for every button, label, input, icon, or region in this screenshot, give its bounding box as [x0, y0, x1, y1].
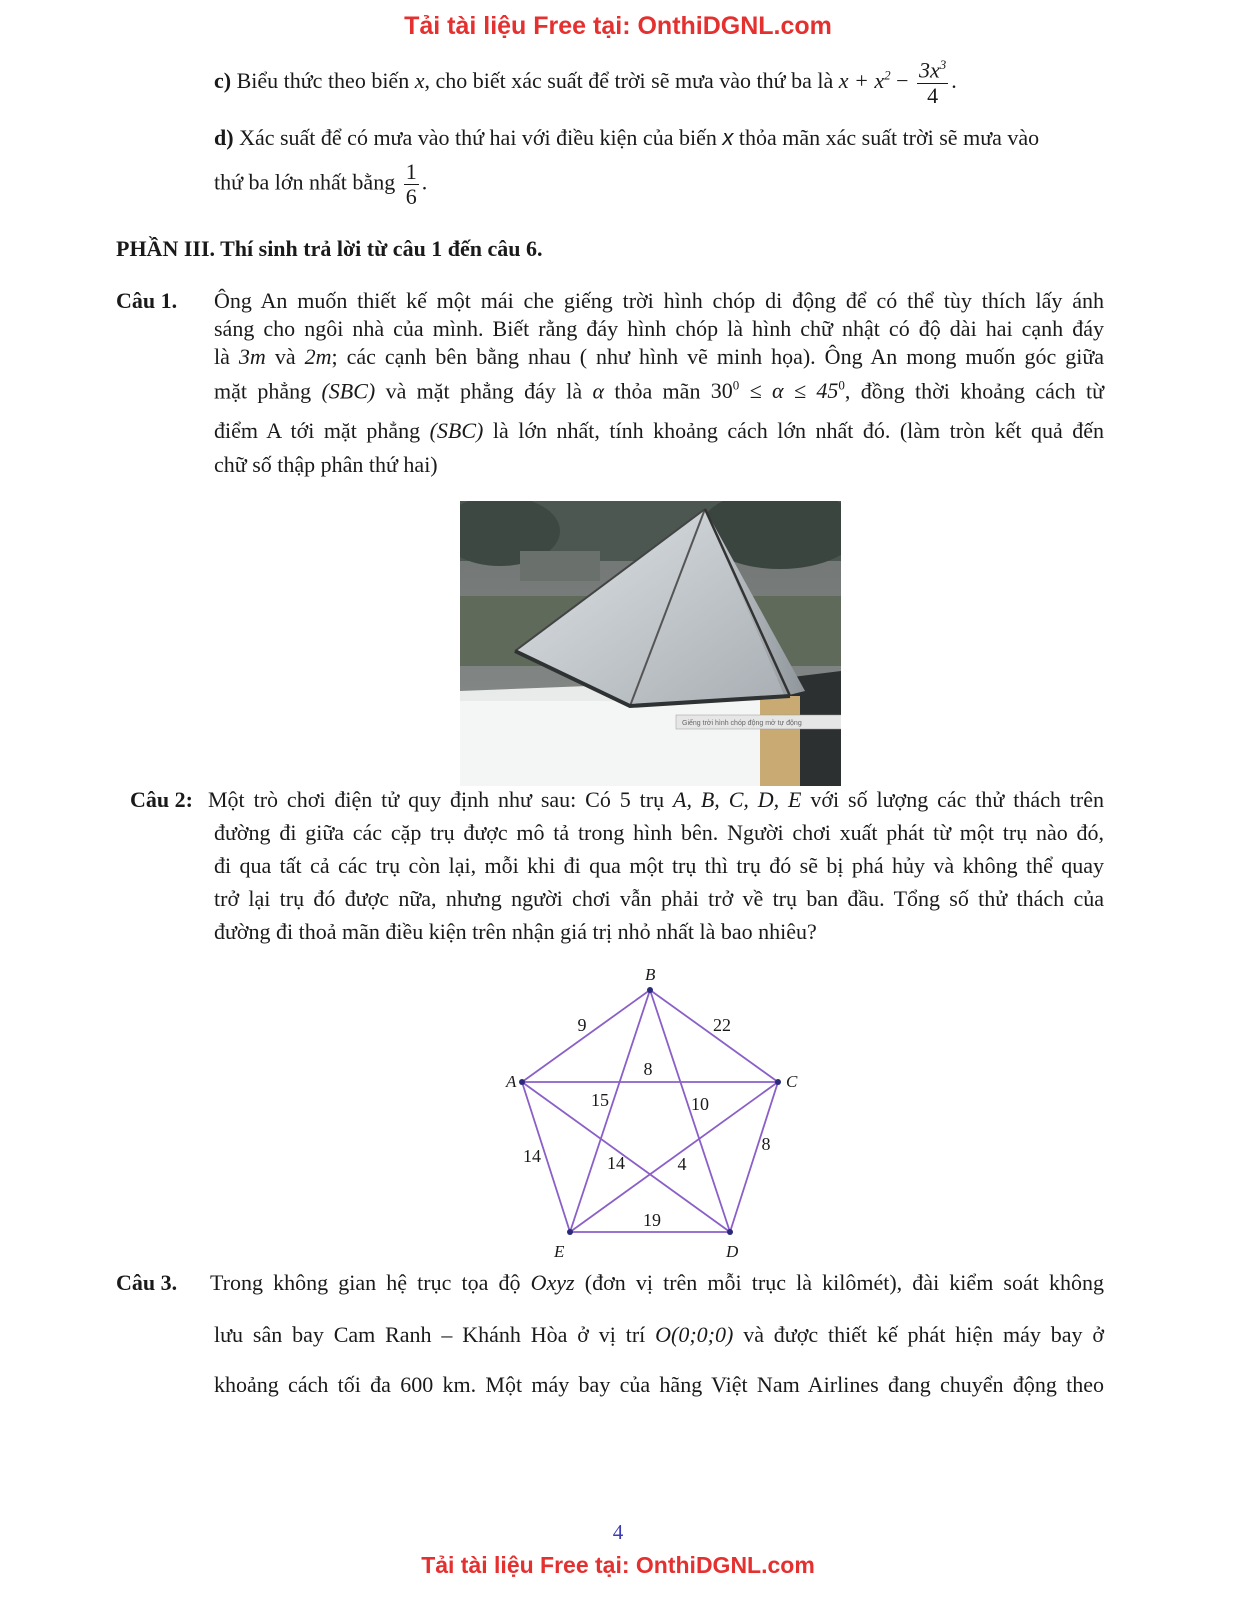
item-d-fraction: $\frac{1}{6}$	[405, 159, 417, 210]
node-C	[775, 1079, 781, 1085]
node-label-B: B	[645, 965, 656, 984]
q1-line2: sáng cho ngôi nhà của mình. Biết rằng đáy hình chóp là hình chữ nhật có độ dài hai cạnh đáy	[214, 316, 1104, 341]
q2-label: Câu 2:	[130, 787, 193, 812]
edge-weight-CD: 8	[761, 1134, 771, 1154]
item-d-line1: d) Xác suất để có mưa vào thứ hai với điều kiện của biến x thỏa mãn xác suất trời sẽ mưa vào	[214, 125, 1040, 150]
item-d-var: x	[722, 125, 734, 150]
q2-line3: đi qua tất cả các trụ còn lại, mỗi khi đi qua một trụ thì trụ đó sẽ bị phá hủy và không thể quay	[214, 853, 1104, 878]
edge-weight-CE: 4	[677, 1154, 687, 1174]
photo-caption: Giếng trời hình chóp động mở tự động	[682, 720, 802, 727]
item-c-expr: $x + x^2$	[838, 67, 891, 93]
node-label-A: A	[506, 1072, 517, 1091]
q3-label: Câu 3.	[116, 1270, 178, 1295]
q2-line5: đường đi thoả mãn điều kiện trên nhận giá trị nhỏ nhất là bao nhiêu?	[214, 919, 817, 944]
q1-line4: mặt phẳng (SBC) và mặt phẳng đáy là α thỏa mãn $30^0 \le \alpha \le 45^0$, đồng thời khoảng cách từ	[214, 378, 1105, 404]
node-D	[727, 1229, 733, 1235]
edge-weight-BE: 14	[607, 1153, 625, 1173]
q3-line2: lưu sân bay Cam Ranh – Khánh Hòa ở vị trí O(0;0;0) và được thiết kế phát hiện máy bay ở	[214, 1322, 1105, 1347]
q1-line6: chữ số thập phân thứ hai)	[214, 452, 438, 477]
edge-weight-ED: 19	[643, 1210, 661, 1230]
footer-banner[interactable]: Tải tài liệu Free tại: OnthiDGNL.com	[421, 1552, 815, 1578]
edge-weight-AD: 15	[591, 1090, 609, 1110]
item-c-fraction: $\frac{3x^3}{4}$	[919, 57, 947, 108]
node-label-E: E	[554, 1242, 565, 1260]
page-number: 4	[612, 1520, 624, 1544]
edge-CD	[730, 1082, 778, 1232]
header-banner[interactable]: Tải tài liệu Free tại: OnthiDGNL.com	[404, 12, 832, 40]
node-label-D: D	[726, 1242, 739, 1260]
q1-line5: điểm A tới mặt phẳng (SBC) là lớn nhất, tính khoảng cách lớn nhất đó. (làm tròn kết quả đến	[214, 418, 1105, 443]
q1-line3: là 3m và 2m; các cạnh bên bằng nhau ( như hình vẽ minh họa). Ông An mong muốn góc giữa	[214, 344, 1105, 369]
section-title: PHẦN III. Thí sinh trả lời từ câu 1 đến câu 6.	[116, 236, 543, 261]
item-c: c) Biểu thức theo biến x, cho biết xác suất để trời sẽ mưa vào thứ ba là $x + x^2$ − $\frac{3x^3}{4}$ .	[214, 57, 957, 108]
node-A	[519, 1079, 525, 1085]
edge-AB	[522, 990, 650, 1082]
pillar-graph	[490, 960, 820, 1260]
item-c-label: c)	[214, 67, 232, 93]
edge-weight-AC: 8	[643, 1059, 653, 1079]
item-c-text: Biểu thức theo biến	[236, 67, 410, 93]
edge-BC	[650, 990, 778, 1082]
item-d-label: d)	[214, 125, 234, 150]
edge-weight-BD: 10	[691, 1094, 709, 1114]
node-E	[567, 1229, 573, 1235]
node-label-C: C	[786, 1072, 798, 1091]
edge-weight-AE: 14	[523, 1146, 541, 1166]
item-c-var: x	[414, 67, 425, 93]
q2-line2: đường đi giữa các cặp trụ được mô tả trong hình bên. Người chơi xuất phát từ một trụ nào đó,	[214, 820, 1104, 845]
item-c-text2: , cho biết xác suất để trời sẽ mưa vào thứ ba là	[424, 67, 834, 93]
item-c-minus: −	[896, 67, 909, 93]
q2-line1: Một trò chơi điện tử quy định như sau: Có 5 trụ A, B, C, D, E với số lượng các thử thách trên	[208, 787, 1104, 812]
q1-label: Câu 1.	[116, 288, 178, 313]
skylight-photo	[460, 501, 841, 786]
q2-line4: trở lại trụ đó được nữa, nhưng người chơi vẫn phải trở về trụ ban đầu. Tổng số thử thách của	[214, 886, 1104, 911]
item-d-line2: thứ ba lớn nhất bằng $\frac{1}{6}$ .	[214, 159, 428, 210]
edge-weight-AB: 9	[577, 1015, 587, 1035]
q3-line1: Trong không gian hệ trục tọa độ Oxyz (đơn vị trên mỗi trục là kilômét), đài kiểm soát không	[210, 1270, 1105, 1295]
node-B	[647, 987, 653, 993]
q3-line3: khoảng cách tối đa 600 km. Một máy bay của hãng Việt Nam Airlines đang chuyển động theo	[214, 1372, 1104, 1397]
edge-weight-BC: 22	[713, 1015, 731, 1035]
q1-line1: Ông An muốn thiết kế một mái che giếng trời hình chóp di động để có thể tùy thích lấy ánh	[214, 288, 1104, 313]
